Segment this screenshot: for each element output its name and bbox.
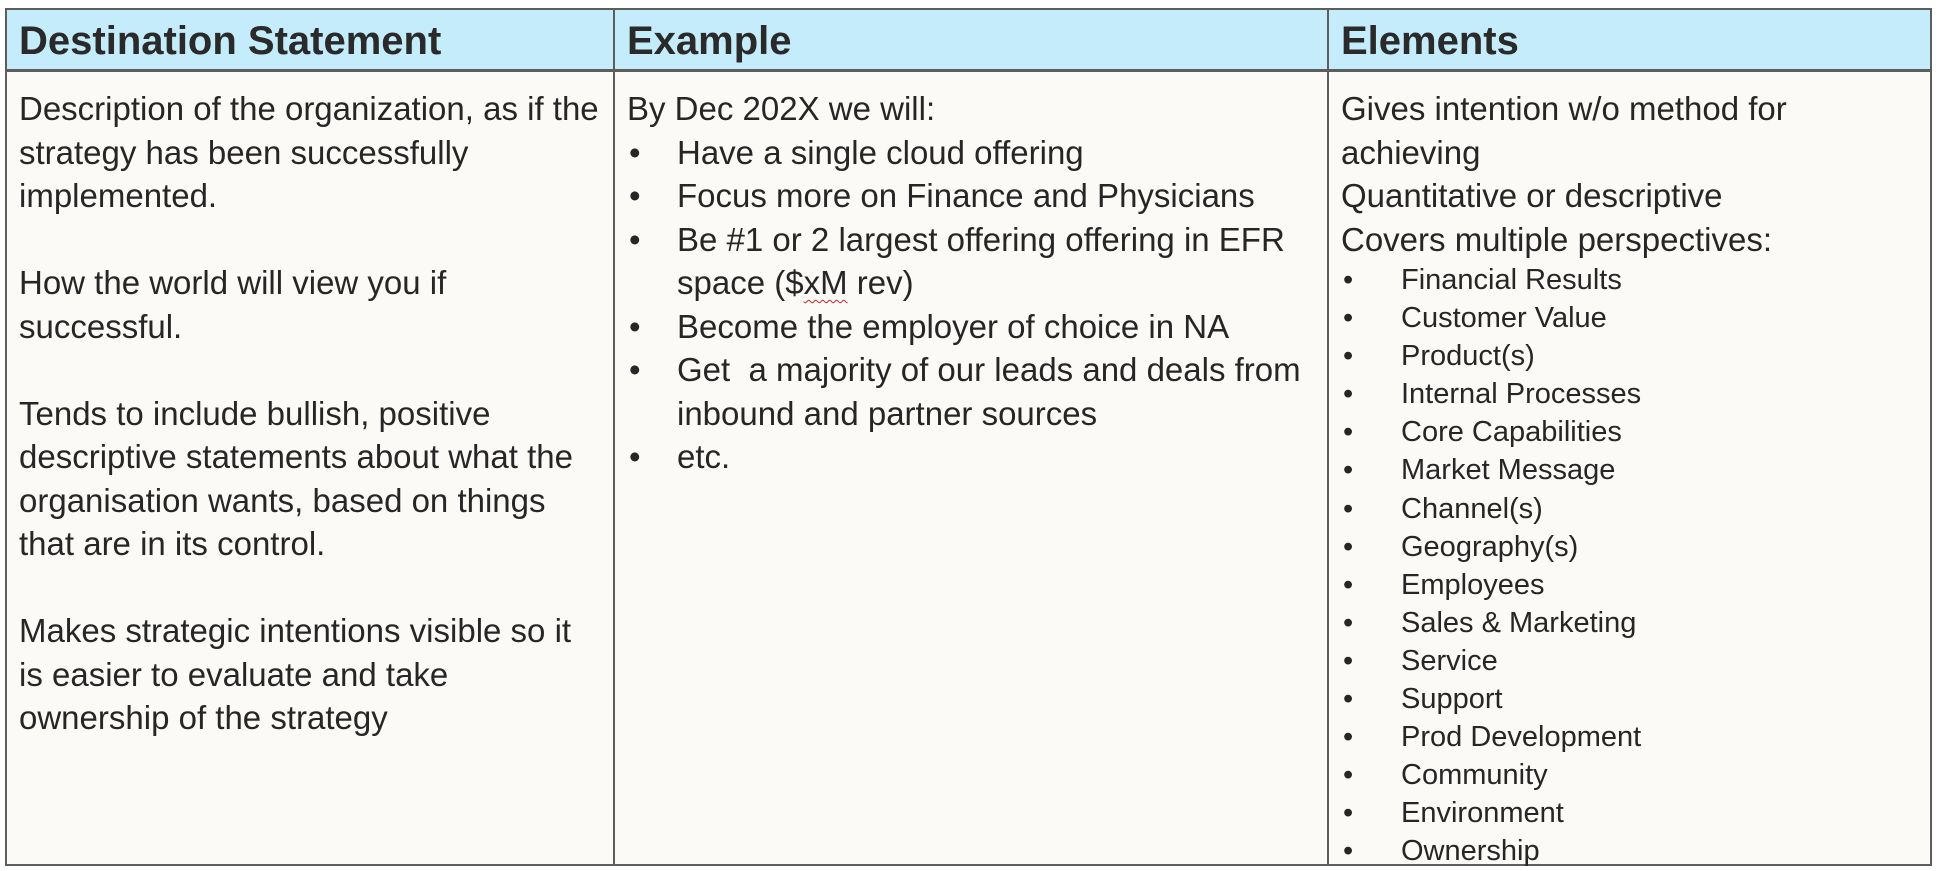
list-item: • Ownership bbox=[1341, 832, 1918, 870]
example-bullet-list bbox=[627, 131, 1315, 479]
bullet-icon: • bbox=[629, 307, 641, 345]
list-item: • Core Capabilities bbox=[1341, 413, 1918, 451]
bullet-icon: • bbox=[1343, 721, 1354, 754]
list-item: • Channel(s) bbox=[1341, 490, 1918, 528]
bullet-icon: • bbox=[629, 438, 641, 475]
bullet-icon: • bbox=[1343, 644, 1354, 677]
header-elements: Elements bbox=[1341, 18, 1519, 63]
destination-statement-cell bbox=[7, 75, 613, 864]
world-view-paragraph: How the world will view you if successful. bbox=[19, 264, 447, 345]
list-item: • Sales & Marketing bbox=[1341, 604, 1918, 642]
list-item: • Market Message bbox=[1341, 451, 1918, 489]
bullet-icon: • bbox=[629, 351, 641, 388]
bullet-icon: • bbox=[1343, 340, 1354, 373]
bullish-paragraph: Tends to include bullish, positive descriptive statements about what the organisation wants, based on things that are in its control. bbox=[19, 394, 573, 562]
example-cell bbox=[615, 75, 1327, 864]
list-item: • Focus more on Finance and Physicians bbox=[627, 174, 1315, 218]
bullet-icon: • bbox=[629, 220, 641, 258]
list-item: • Support bbox=[1341, 680, 1918, 718]
destination-statement-table bbox=[5, 8, 1932, 866]
list-item: • Product(s) bbox=[1341, 337, 1918, 375]
elements-cell bbox=[1329, 75, 1930, 868]
list-item: • etc. bbox=[627, 435, 1315, 479]
list-item: • Service bbox=[1341, 642, 1918, 680]
bullet-icon: • bbox=[1343, 416, 1354, 449]
bullet-icon: • bbox=[629, 177, 641, 214]
list-item: • Become the employer of choice in NA bbox=[627, 305, 1315, 349]
list-item: • Have a single cloud offering bbox=[627, 131, 1315, 175]
header-destination-statement: Destination Statement bbox=[19, 18, 442, 63]
bullet-icon: • bbox=[1343, 797, 1354, 830]
spellcheck-flagged-word[interactable]: xM bbox=[803, 264, 848, 301]
elements-line: Covers multiple perspectives: bbox=[1341, 220, 1772, 258]
bullet-icon: • bbox=[1343, 264, 1354, 296]
bullet-icon: • bbox=[629, 133, 641, 171]
list-item: • Internal Processes bbox=[1341, 375, 1918, 413]
list-item: • Environment bbox=[1341, 794, 1918, 832]
bullet-icon: • bbox=[1343, 302, 1354, 335]
bullet-icon: • bbox=[1343, 835, 1354, 868]
perspectives-list bbox=[1341, 261, 1918, 871]
list-item: • Geography(s) bbox=[1341, 528, 1918, 566]
list-item: • Prod Development bbox=[1341, 718, 1918, 756]
bullet-icon: • bbox=[1343, 606, 1354, 639]
description-paragraph: Description of the organization, as if the strategy has been successfully implemented. bbox=[19, 90, 599, 214]
list-item: • Community bbox=[1341, 756, 1918, 794]
bullet-icon: • bbox=[1343, 454, 1354, 487]
bullet-icon: • bbox=[1343, 378, 1354, 411]
list-item: • Customer Value bbox=[1341, 299, 1918, 337]
bullet-icon: • bbox=[1343, 759, 1354, 792]
bullet-icon: • bbox=[1343, 683, 1354, 716]
list-item: • Get a majority of our leads and deals from inbound and partner sources bbox=[627, 348, 1315, 435]
example-intro: By Dec 202X we will: bbox=[627, 90, 936, 127]
list-item: • Financial Results bbox=[1341, 261, 1918, 299]
list-item: • Employees bbox=[1341, 566, 1918, 604]
bullet-icon: • bbox=[1343, 492, 1354, 525]
elements-line: Gives intention w/o method for achieving bbox=[1341, 90, 1787, 171]
bullet-icon: • bbox=[1343, 530, 1354, 563]
elements-line: Quantitative or descriptive bbox=[1341, 177, 1723, 214]
bullet-icon: • bbox=[1343, 568, 1354, 601]
visibility-paragraph: Makes strategic intentions visible so it is easier to evaluate and take ownership of the strategy bbox=[19, 612, 572, 736]
list-item: • Be #1 or 2 largest offering offering in EFR space ($xM rev) bbox=[627, 218, 1315, 305]
header-example: Example bbox=[627, 18, 792, 63]
